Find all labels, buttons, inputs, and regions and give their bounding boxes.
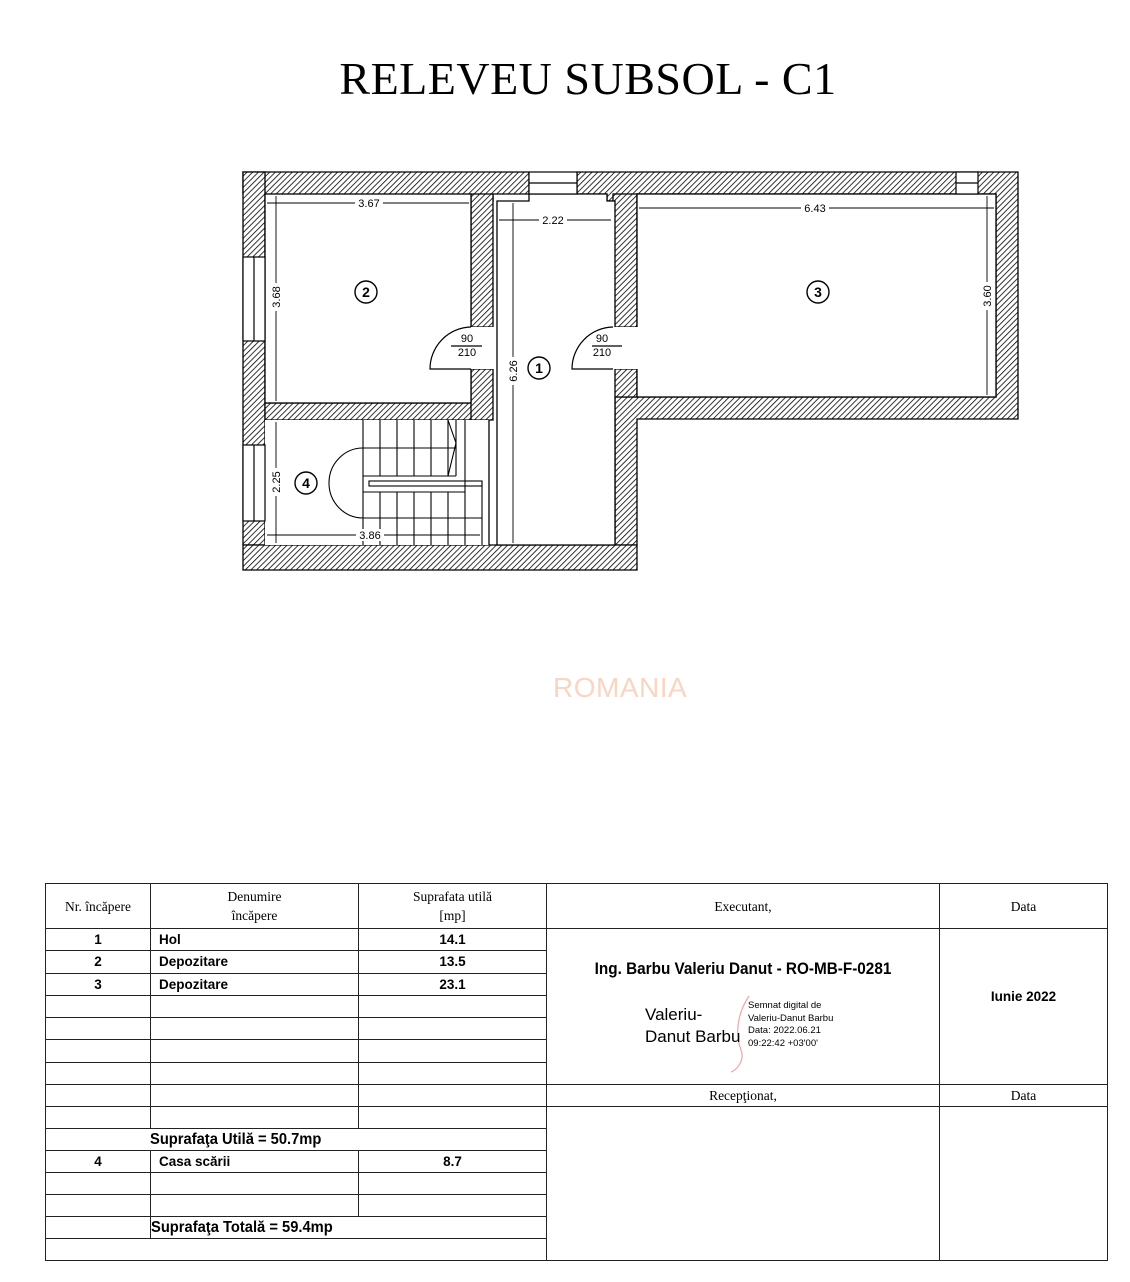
header-executant: Executant, [547,884,940,929]
door-width-label: 90 [460,333,474,345]
dim-room2-height: 3.68 [271,286,283,308]
dim-hall-length: 6.26 [508,360,520,382]
cell-nr: 1 [46,929,151,951]
page-title: RELEVEU SUBSOL - C1 [339,53,837,104]
floor-plan [0,0,1130,600]
header-nr: Nr. încăpere [46,884,151,929]
cell-name: Depozitare [151,951,359,973]
room-number-4: 4 [302,475,310,491]
cell-nr: 2 [46,951,151,973]
dim-stair-width: 3.86 [359,530,381,542]
cell-nr: 3 [46,973,151,995]
dim-stair-height: 2.25 [271,471,283,493]
dim-room3-width: 6.43 [804,203,826,215]
executant-cell [547,929,940,1085]
receptionat-cell [547,1107,940,1261]
cell-nr: 4 [46,1151,151,1173]
header-area: Suprafata utilă [mp] [359,884,547,929]
grand-total: Suprafaţa Totală = 59.4mp [151,1217,547,1239]
header-date-2: Data [940,1085,1108,1107]
date-value: Iunie 2022 [940,929,1108,1085]
room-number-2: 2 [362,284,370,300]
cell-name: Depozitare [151,973,359,995]
cell-name: Casa scării [151,1151,359,1173]
table-row-empty [46,1085,1108,1107]
door-height-label: 210 [457,347,477,359]
signature-meta: Semnat digital de Valeriu-Danut Barbu Data: 2022.06.21 09:22:42 +03'00' [748,1000,834,1049]
cell-area: 13.5 [359,951,547,973]
table-row-empty [46,1107,1108,1129]
cell-area: 8.7 [359,1151,547,1173]
engineer-name: Ing. Barbu Valeriu Danut - RO-MB-F-0281 [594,959,892,978]
dim-hall-width: 2.22 [542,215,564,227]
dim-room2-width: 3.67 [358,198,380,210]
room-number-3: 3 [814,284,822,300]
useful-total: Suprafaţa Utilă = 50.7mp [46,1129,547,1151]
door-width-label: 90 [595,333,609,345]
header-name: Denumire încăpere [151,884,359,929]
header-receptionat: Recepţionat, [547,1085,940,1107]
door-height-label: 210 [592,347,612,359]
room-number-1: 1 [535,360,543,376]
cell-area: 14.1 [359,929,547,951]
header-date: Data [940,884,1108,929]
receptionat-date-cell [940,1107,1108,1261]
dim-room3-height: 3.60 [982,285,994,307]
cell-name: Hol [151,929,359,951]
watermark-text: ROMANIA [553,672,688,703]
cell-area: 23.1 [359,973,547,995]
title-block-table [45,883,1108,1261]
signature-name: Valeriu- Danut Barbu [645,1005,741,1046]
table-row [46,929,1108,951]
